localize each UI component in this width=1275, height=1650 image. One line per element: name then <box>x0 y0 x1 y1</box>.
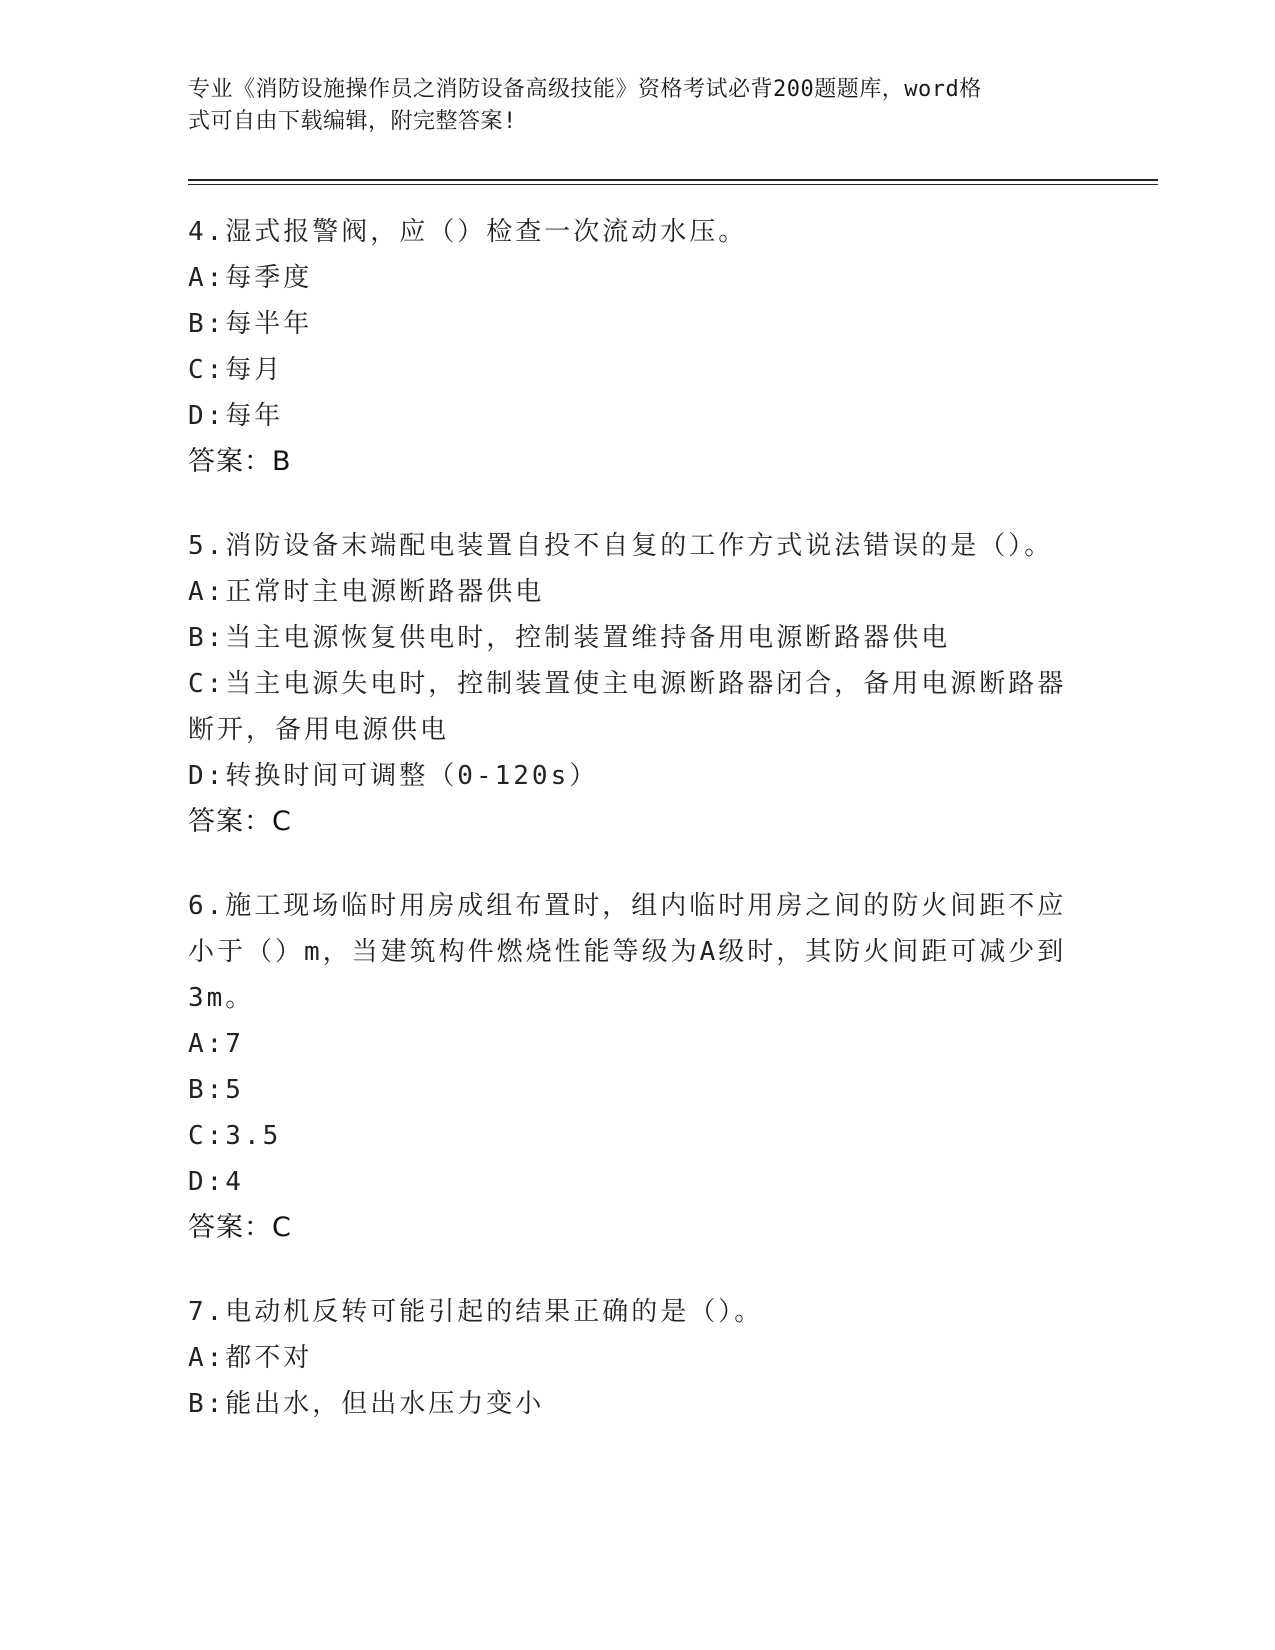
question-list <box>188 209 1088 1465</box>
question-4 <box>188 209 1088 485</box>
question-stem-continued: 小于（）m，当建筑构件燃烧性能等级为A级时，其防火间距可减少到 <box>188 937 1067 967</box>
option-d: D:每年 <box>188 401 284 431</box>
option-c: C:当主电源失电时，控制装置使主电源断路器闭合，备用电源断路器 <box>188 669 1067 699</box>
question-6 <box>188 883 1088 1251</box>
option-d: D:转换时间可调整（0-120s） <box>188 761 599 791</box>
option-d: D:4 <box>188 1167 244 1197</box>
question-stem: 5.消防设备末端配电装置自投不自复的工作方式说法错误的是（）。 <box>188 531 1054 561</box>
option-a: A:都不对 <box>188 1343 313 1373</box>
document-header <box>188 74 1068 138</box>
option-b: B:5 <box>188 1075 244 1105</box>
question-5 <box>188 523 1088 845</box>
question-stem: 6.施工现场临时用房成组布置时，组内临时用房之间的防火间距不应 <box>188 891 1067 921</box>
answer-label: 答案：C <box>188 806 292 837</box>
header-divider-thick <box>188 179 1158 181</box>
answer-label: 答案：C <box>188 1212 292 1243</box>
option-c: C:每月 <box>188 355 284 385</box>
option-a: A:每季度 <box>188 263 313 293</box>
option-a: A:7 <box>188 1029 244 1059</box>
question-stem: 7.电动机反转可能引起的结果正确的是（）。 <box>188 1297 764 1327</box>
option-c-continued: 断开，备用电源供电 <box>188 715 450 745</box>
header-line-1: 专业《消防设施操作员之消防设备高级技能》资格考试必背200题题库，word格 <box>188 77 982 102</box>
question-stem-continued: 3m。 <box>188 983 255 1013</box>
answer-label: 答案：B <box>188 446 292 477</box>
header-divider-thin <box>188 184 1158 185</box>
question-stem: 4.湿式报警阀，应（）检查一次流动水压。 <box>188 217 748 247</box>
option-b: B:能出水，但出水压力变小 <box>188 1389 545 1419</box>
option-c: C:3.5 <box>188 1121 282 1151</box>
option-a: A:正常时主电源断路器供电 <box>188 577 545 607</box>
option-b: B:当主电源恢复供电时，控制装置维持备用电源断路器供电 <box>188 623 951 653</box>
header-line-2: 式可自由下载编辑，附完整答案! <box>188 109 517 134</box>
option-b: B:每半年 <box>188 309 313 339</box>
question-7 <box>188 1289 1088 1427</box>
